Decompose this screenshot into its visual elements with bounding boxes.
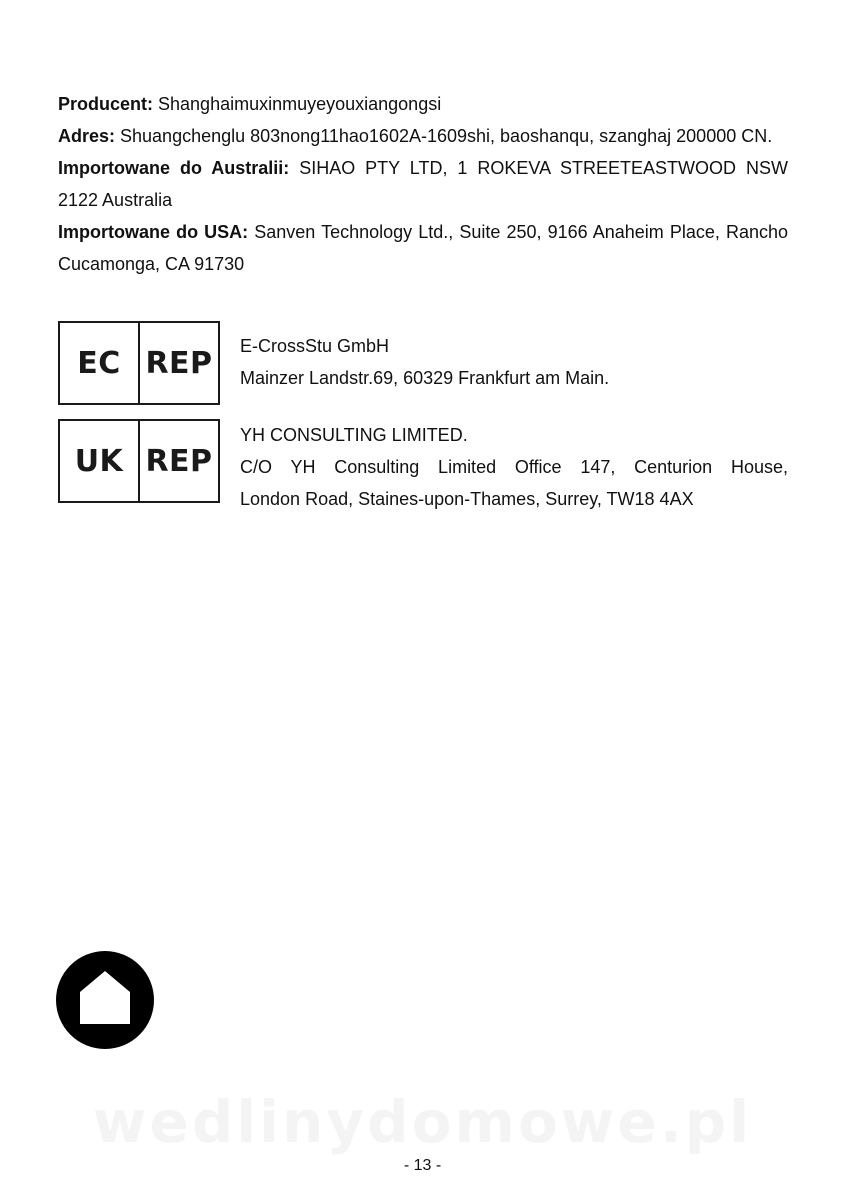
ec-rep-line: Mainzer Landstr.69, 60329 Frankfurt am Main. — [240, 368, 610, 388]
producer-value: Shanghaimuxinmuyeyouxiangongsi — [153, 94, 442, 114]
ec-rep-symbol — [58, 321, 220, 405]
uk-rep-symbol — [58, 419, 220, 503]
australia-label: Importowane do Australii: — [58, 158, 290, 178]
uk-rep-line: YH CONSULTING LIMITED. — [240, 425, 468, 445]
page-number: - 13 - — [403, 1157, 442, 1174]
uk-rep-line: C/O YH Consulting Limited Office 147, Centurion House, — [240, 457, 788, 477]
uk-rep-symbol-right: REP — [145, 443, 213, 479]
address-line — [58, 120, 788, 152]
producer-label: Producent: — [58, 94, 154, 114]
australia-importer-line — [58, 152, 788, 216]
usa-value: Sanven Technology Ltd., Suite 250, 9166 Anaheim Place, Rancho Cucamonga, CA 91730 — [58, 222, 788, 274]
uk-rep-address — [240, 419, 788, 515]
usa-importer-line — [58, 216, 788, 280]
usa-label: Importowane do USA: — [58, 222, 249, 242]
ec-rep-line: E-CrossStu GmbH — [240, 336, 390, 356]
uk-rep-line: London Road, Staines-upon-Thames, Surrey, TW18 4AX — [240, 489, 694, 509]
uk-rep-symbol-left: UK — [60, 421, 140, 501]
ec-rep-symbol-left: EC — [60, 323, 140, 403]
ec-rep-address — [240, 330, 788, 394]
australia-value: SIHAO PTY LTD, 1 ROKEVA STREETEASTWOOD NSW 2122 Australia — [58, 158, 788, 210]
home-icon — [56, 951, 154, 1049]
uk-rep-block — [58, 419, 788, 509]
address-value: Shuangchenglu 803nong11hao1602A-1609shi, baoshanqu, szanghaj 200000 CN. — [115, 126, 773, 146]
ec-rep-block — [58, 321, 788, 405]
watermark: wedlinydomowe.pl — [92, 1088, 753, 1156]
address-label: Adres: — [58, 126, 116, 146]
producer-line — [58, 88, 788, 120]
importer-info — [58, 88, 788, 280]
ec-rep-symbol-right: REP — [145, 345, 213, 381]
